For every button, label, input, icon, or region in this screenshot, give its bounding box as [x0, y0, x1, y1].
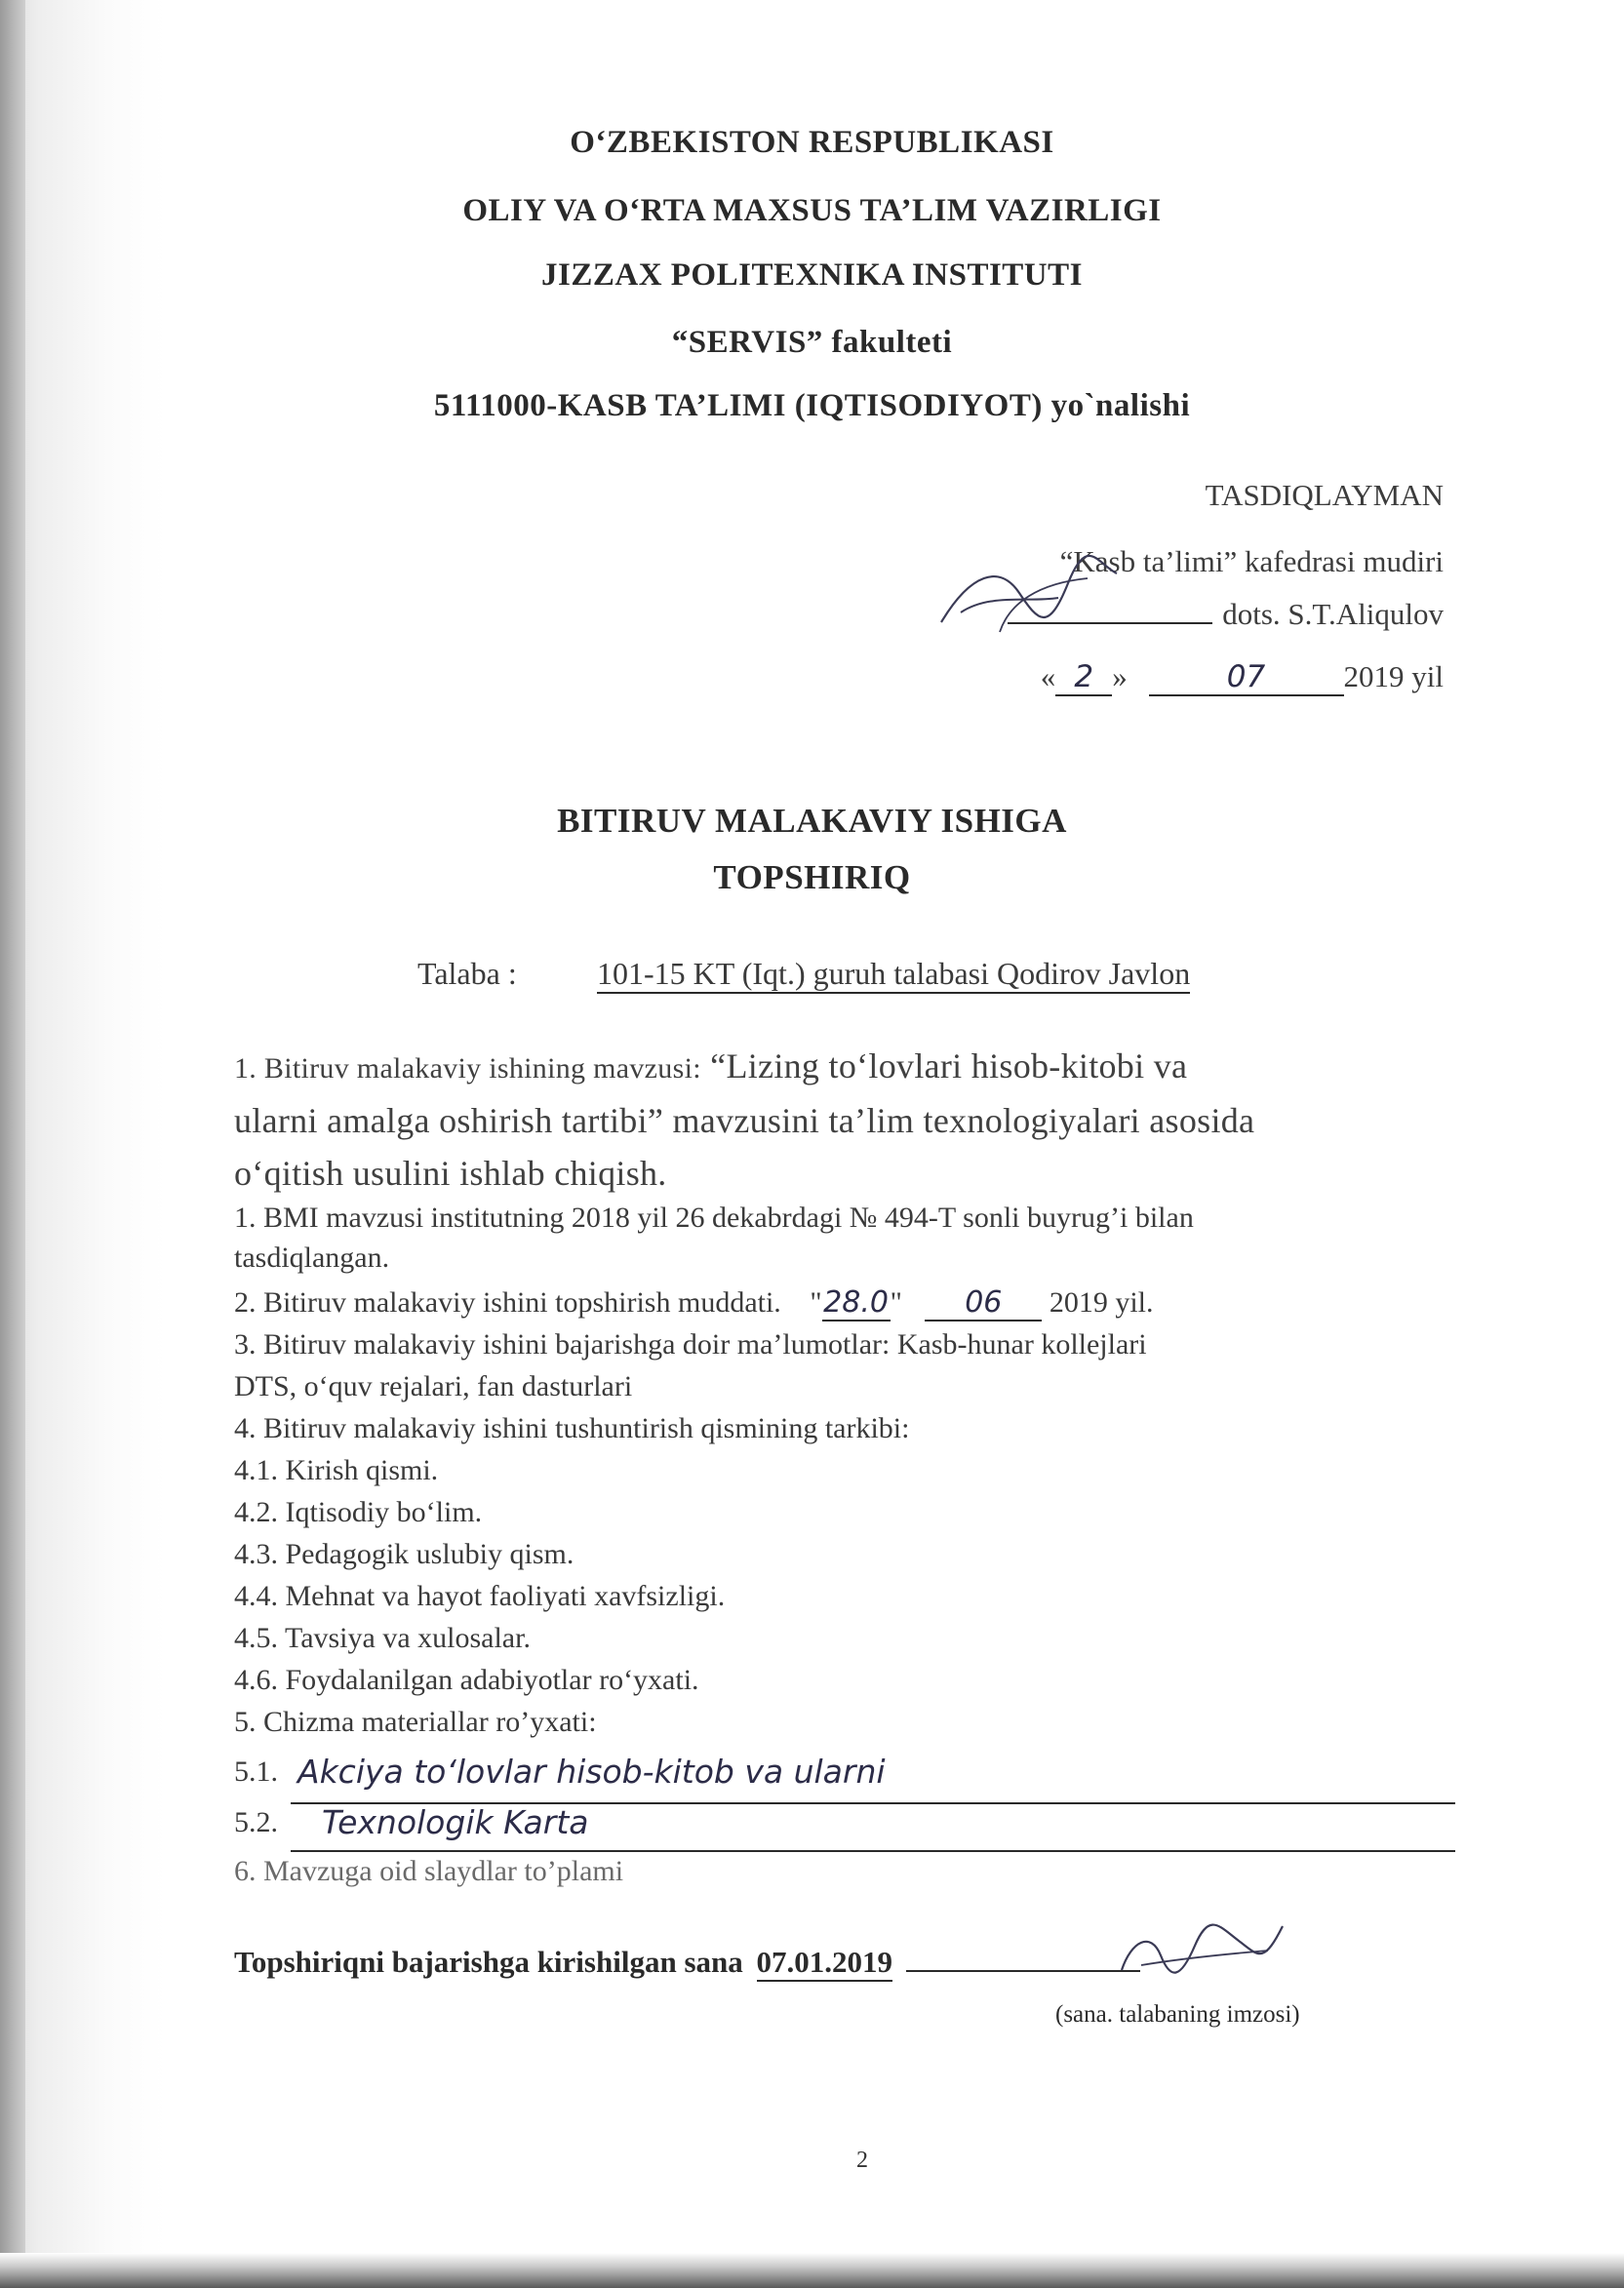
header-direction: 5111000-KASB TA’LIMI (IQTISODIYOT) yo`nalishi	[433, 388, 1191, 423]
approval-date-day: 2	[1055, 659, 1112, 696]
deadline-day: 28.0	[823, 1285, 889, 1320]
header-institute: JIZZAX POLITEXNIKA INSTITUTI	[541, 257, 1083, 293]
order-line2: tasdiqlangan.	[234, 1242, 390, 1274]
signature-caption: (sana. talabaning imzosi)	[1055, 2001, 1300, 2028]
date-open-guillemet: «	[1040, 659, 1056, 693]
structure-item: 4.2. Iqtisodiy bo‘lim.	[234, 1496, 483, 1528]
drawing2-value: Texnologik Karta	[322, 1803, 589, 1841]
page-number: 2	[856, 2148, 868, 2173]
approval-date-month: 07	[1149, 659, 1344, 696]
data-line1: 3. Bitiruv malakaviy ishini bajarishga doir ma’lumotlar: Kasb-hunar kollejlari	[234, 1328, 1147, 1361]
start-date-label: Topshiriqni bajarishga kirishilgan sana	[234, 1945, 743, 1979]
drawing1-value: Akciya to‘lovlar hisob-kitob va ularni	[297, 1753, 886, 1791]
drawing1-label: 5.1.	[234, 1755, 278, 1788]
structure-item: 4.5. Tavsiya va xulosalar.	[234, 1622, 531, 1654]
start-date-line	[234, 1945, 1140, 1982]
header-faculty: “SERVIS” fakulteti	[671, 325, 953, 360]
structure-item: 4.1. Kirish qismi.	[234, 1454, 439, 1486]
slides-line: 6. Mavzuga oid slaydlar to’plami	[234, 1855, 624, 1887]
data-line2: DTS, o‘quv rejalari, fan dasturlari	[234, 1370, 633, 1402]
deadline-label: 2. Bitiruv malakaviy ishini topshirish muddati.	[234, 1286, 781, 1319]
approval-name: dots. S.T.Aliqulov	[1222, 597, 1444, 631]
topic-line2: ularni amalga oshirish tartibi” mavzusini ta’lim texnologiyalari asosida	[234, 1101, 1255, 1140]
drawings-heading: 5. Chizma materiallar ro’yxati:	[234, 1706, 597, 1738]
approval-heading: TASDIQLAYMAN	[1205, 478, 1444, 512]
approval-date	[1041, 659, 1444, 696]
deadline-quote-open: "	[810, 1286, 822, 1319]
student-value	[597, 956, 1190, 994]
header-country: O‘ZBEKISTON RESPUBLIKASI	[570, 125, 1054, 160]
deadline-quote-close: "	[890, 1286, 902, 1319]
structure-heading: 4. Bitiruv malakaviy ishini tushuntirish qismining tarkibi:	[234, 1412, 910, 1444]
start-date-value: 07.01.2019	[757, 1945, 893, 1982]
header-ministry: OLIY VA O‘RTA MAXSUS TA’LIM VAZIRLIGI	[462, 193, 1162, 228]
date-close-guillemet: »	[1112, 659, 1128, 693]
topic-line3: o‘qitish usulini ishlab chiqish.	[234, 1154, 667, 1193]
bottom-edge-shadow	[0, 2253, 1624, 2288]
document-title-line2: TOPSHIRIQ	[713, 858, 911, 896]
approval-position: “Kasb ta’limi” kafedrasi mudiri	[1059, 544, 1444, 578]
department-head-signature	[931, 554, 1127, 642]
student-info: 101-15 KT (Iqt.) guruh talabasi Qodirov Javlon	[597, 956, 1190, 994]
deadline-month: 06	[925, 1285, 1042, 1322]
student-label: Talaba :	[417, 956, 517, 991]
deadline-line	[234, 1285, 1153, 1322]
deadline-year: 2019 yil.	[1049, 1286, 1154, 1319]
approval-date-year: 2019 yil	[1343, 659, 1444, 693]
document-title-line1: BITIRUV MALAKAVIY ISHIGA	[557, 802, 1067, 840]
topic-prefix: 1. Bitiruv malakaviy ishining mavzusi:	[234, 1052, 701, 1085]
drawing2-label: 5.2.	[234, 1806, 278, 1838]
structure-item: 4.3. Pedagogik uslubiy qism.	[234, 1538, 574, 1570]
drawing2-line	[291, 1850, 1455, 1852]
student-signature	[1102, 1912, 1297, 1990]
topic-text-start: “Lizing to‘lovlari hisob-kitobi va	[710, 1046, 1188, 1085]
structure-item: 4.6. Foydalanilgan adabiyotlar ro‘yxati.	[234, 1664, 699, 1696]
topic-line1	[234, 1045, 1187, 1086]
structure-item: 4.4. Mehnat va hayot faoliyati xavfsizligi.	[234, 1580, 726, 1612]
order-line1: 1. BMI mavzusi institutning 2018 yil 26 dekabrdagi № 494-T sonli buyrug’i bilan	[234, 1202, 1194, 1234]
